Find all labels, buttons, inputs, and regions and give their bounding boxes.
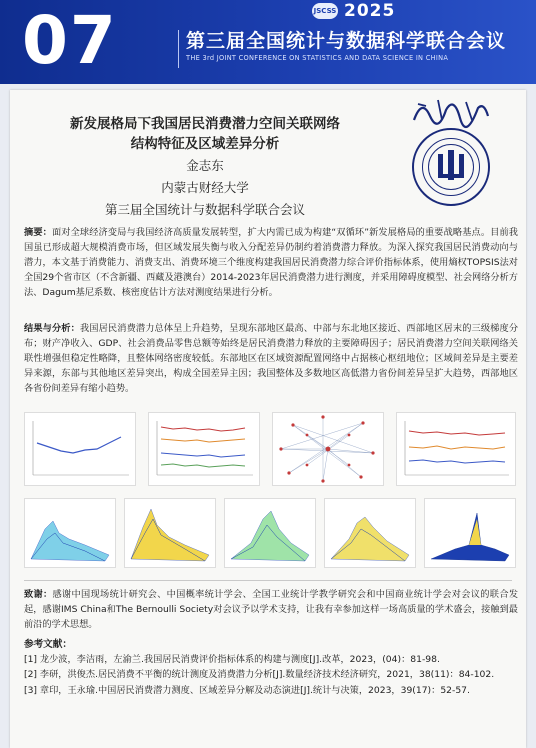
abstract-label: 摘要： — [24, 227, 52, 238]
university-calligraphy-logo — [408, 90, 492, 130]
university-seal-icon — [412, 128, 490, 206]
results-text: 我国居民消费潜力总体呈上升趋势，呈现东部地区最高、中部与东北地区接近、西部地区居末的三级梯度分布；财产净收入、GDP、社会消费品零售总额等始终是居民消费潜力释放的主要障碍因子；居民消费潜力空间关联网络关联性增强但稳定性略降，且整体网络密度较低。东部地区在区域资源配置网络中占据核心枢纽地位；区域间差异是主要差异来源，东部与其他地区差异突出，构成全国差异主因；我国整体及多数地区高低潜力省份间差异呈扩大趋势，西部地区各省份间差异有缩小趋势。 — [24, 323, 519, 394]
conference-year: 2025 — [344, 1, 396, 21]
banner-divider — [178, 30, 179, 68]
poster-number: 07 — [22, 2, 118, 79]
network-graph-figure — [272, 412, 384, 486]
conference-banner — [0, 0, 536, 84]
references-list — [24, 652, 518, 698]
acknowledgement-label: 致谢： — [24, 589, 53, 600]
results-label: 结果与分析： — [24, 323, 80, 334]
poster-title-line2: 结构特征及区域差异分析 — [130, 136, 280, 152]
poster-title-line1: 新发展格局下我国居民消费潜力空间关联网络 — [70, 116, 340, 132]
line-chart-figure-3 — [396, 412, 516, 486]
reference-item: [3] 章印，王永瑜.中国居民消费潜力测度、区域差异分解及动态演进[J].统计与决策，2023，39(17)：52-57. — [24, 684, 470, 696]
conference-title-en: THE 3rd JOINT CONFERENCE ON STATISTICS AND DATA SCIENCE IN CHINA — [186, 54, 449, 62]
abstract-text: 面对全球经济变局与我国经济高质量发展转型，扩大内需已成为构建“双循环”新发展格局的重要战略基点。目前我国虽已形成超大规模消费市场，但区域发展失衡与收入分配差异仍制约着消费潜力释放。为深入探究我国居民消费动向与潜力，本文基于消费能力、消费支出、消费环境三个维度构建我国居民消费潜力综合评价指标体系，使用熵权TOPSIS法对全国29个省市区（不含新疆、西藏及港澳台）2014-2023年居民消费潜力进行测度，并采用障碍度模型、社会网络分析方法、Dagum基尼系数、核密度估计方法对测度结果进行分析。 — [24, 227, 518, 298]
conference-title-cn: 第三届全国统计与数据科学联合会议 — [186, 30, 507, 52]
results-paragraph — [24, 322, 518, 397]
kernel-density-figure-3 — [224, 498, 316, 568]
section-divider — [24, 580, 512, 581]
kernel-density-figure-1 — [24, 498, 116, 568]
reference-item: [1] 龙少波，李洁雨，左渝兰.我国居民消费评价指标体系的构建与测度[J].改革，2023，(04)：81-98. — [24, 654, 440, 665]
kernel-density-figure-5 — [424, 498, 516, 568]
line-chart-figure-2 — [148, 412, 260, 486]
abstract-paragraph — [24, 226, 518, 301]
seal-emblem-icon — [435, 148, 467, 182]
poster-sheet — [10, 90, 526, 748]
acknowledgement-paragraph — [24, 588, 518, 633]
acknowledgement-text: 感谢中国现场统计研究会、中国概率统计学会、全国工业统计学教学研究会和中国商业统计学会对会议的联合发起，感谢IMS China和The Bernoulli Society对会议予以学术支持，让我有幸参加这样一场高质量的学术盛会，接触到最前沿的学术思想。 — [24, 589, 519, 630]
conference-logo: JSCSS — [312, 3, 338, 19]
reference-item: [2] 李研，洪俊杰.居民消费不平衡的统计测度及消费潜力分析[J].数量经济技术经济研究，2021，38(11)：84-102. — [24, 669, 495, 681]
kernel-density-figure-4 — [324, 498, 416, 568]
conference-name: 第三届全国统计与数据科学联合会议 — [104, 202, 305, 217]
kernel-density-figure-2 — [124, 498, 216, 568]
references-heading: 参考文献： — [24, 639, 72, 650]
author-name: 金志东 — [186, 158, 224, 173]
line-chart-figure-1 — [24, 412, 136, 486]
institution-name: 内蒙古财经大学 — [161, 180, 249, 195]
figure-panel — [24, 412, 518, 572]
